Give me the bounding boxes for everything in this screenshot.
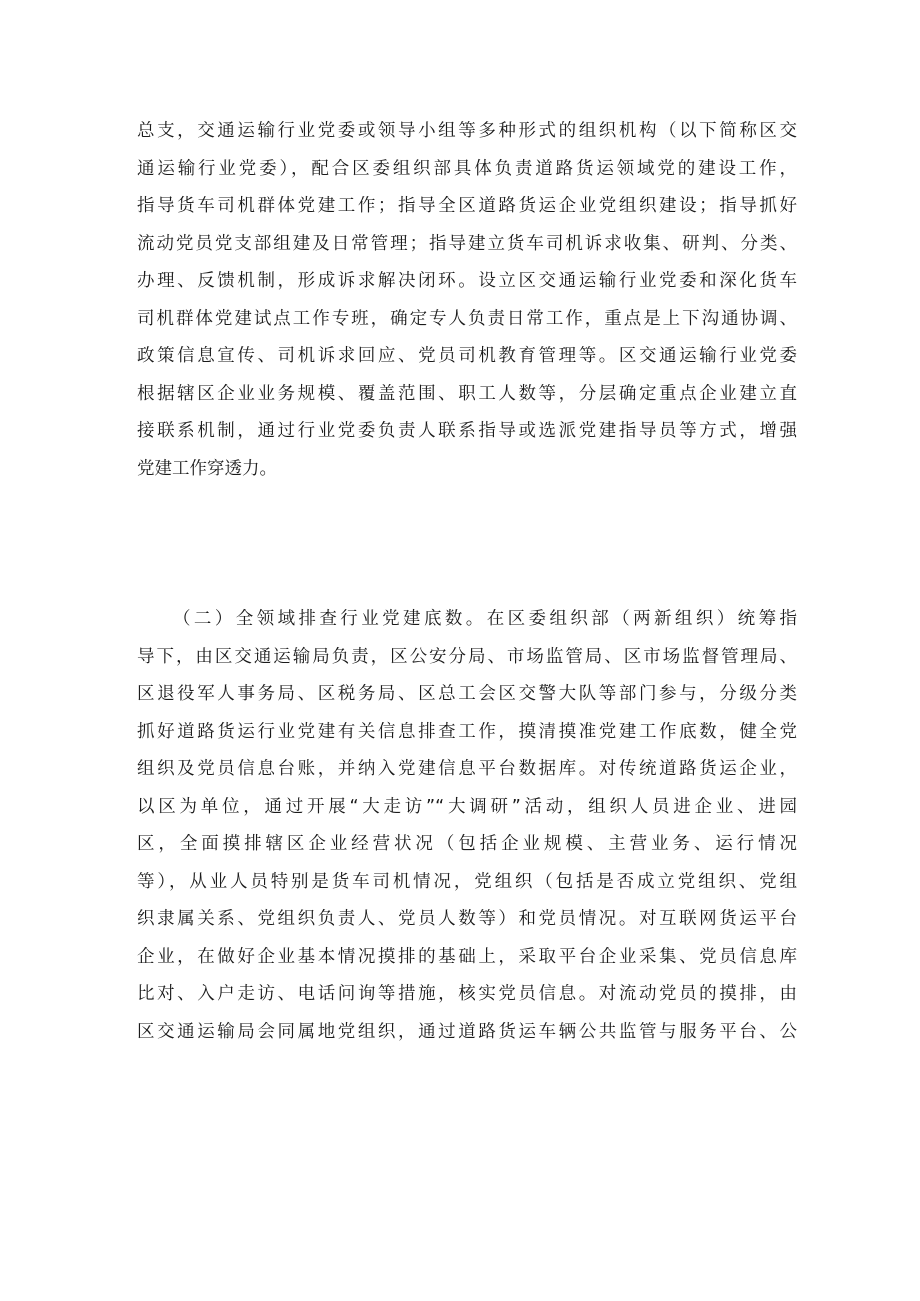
paragraph-line: 区退役军人事务局、区税务局、区总工会区交警大队等部门参与，分级分类 bbox=[137, 684, 797, 704]
paragraph-party-organization bbox=[137, 113, 797, 488]
paragraph-line: 区，全面摸排辖区企业经营状况（包括企业规模、主营业务、运行情况 bbox=[137, 834, 797, 854]
paragraph-line: 区交通运输局会同属地党组织，通过道路货运车辆公共监管与服务平台、公 bbox=[137, 1021, 797, 1042]
paragraph-line: 总支，交通运输行业党委或领导小组等多种形式的组织机构（以下简称区交 bbox=[137, 121, 797, 141]
paragraph-line: 组织及党员信息台账，并纳入党建信息平台数据库。对传统道路货运企业， bbox=[137, 759, 797, 779]
paragraph-line: 企业，在做好企业基本情况摸排的基础上，采取平台企业采集、党员信息库 bbox=[137, 946, 797, 967]
paragraph-line: 抓好道路货运行业党建有关信息排查工作，摸清摸准党建工作底数，健全党 bbox=[137, 721, 797, 742]
section-heading-line: （二）全领域排查行业党建底数。在区委组织部（两新组织）统筹指 bbox=[173, 609, 797, 629]
paragraph-line: 流动党员党支部组建及日常管理；指导建立货车司机诉求收集、研判、分类、 bbox=[137, 233, 797, 254]
paragraph-line: 比对、入户走访、电话问询等措施，核实党员信息。对流动党员的摸排，由 bbox=[137, 984, 797, 1004]
paragraph-line: 以区为单位，通过开展“大走访”“大调研”活动，组织人员进企业、进园 bbox=[137, 796, 797, 817]
paragraph-line: 司机群体党建试点工作专班，确定专人负责日常工作，重点是上下沟通协调、 bbox=[137, 308, 797, 329]
paragraph-line: 导下，由区交通运输局负责，区公安分局、市场监管局、区市场监督管理局、 bbox=[137, 646, 797, 667]
paragraph-line: 等），从业人员特别是货车司机情况，党组织（包括是否成立党组织、党组 bbox=[137, 871, 797, 892]
paragraph-line: 办理、反馈机制，形成诉求解决闭环。设立区交通运输行业党委和深化货车 bbox=[137, 271, 797, 291]
paragraph-survey-section bbox=[137, 601, 797, 1051]
paragraph-line: 党建工作穿透力。 bbox=[137, 458, 277, 479]
paragraph-line: 接联系机制，通过行业党委负责人联系指导或选派党建指导员等方式，增强 bbox=[137, 421, 797, 441]
paragraph-line: 政策信息宣传、司机诉求回应、党员司机教育管理等。区交通运输行业党委 bbox=[137, 346, 797, 366]
paragraph-line: 根据辖区企业业务规模、覆盖范围、职工人数等，分层确定重点企业建立直 bbox=[137, 383, 797, 404]
paragraph-line: 指导货车司机群体党建工作；指导全区道路货运企业党组织建设；指导抓好 bbox=[137, 196, 797, 216]
paragraph-line: 织隶属关系、党组织负责人、党员人数等）和党员情况。对互联网货运平台 bbox=[137, 909, 797, 929]
paragraph-line: 通运输行业党委），配合区委组织部具体负责道路货运领域党的建设工作， bbox=[137, 158, 797, 179]
